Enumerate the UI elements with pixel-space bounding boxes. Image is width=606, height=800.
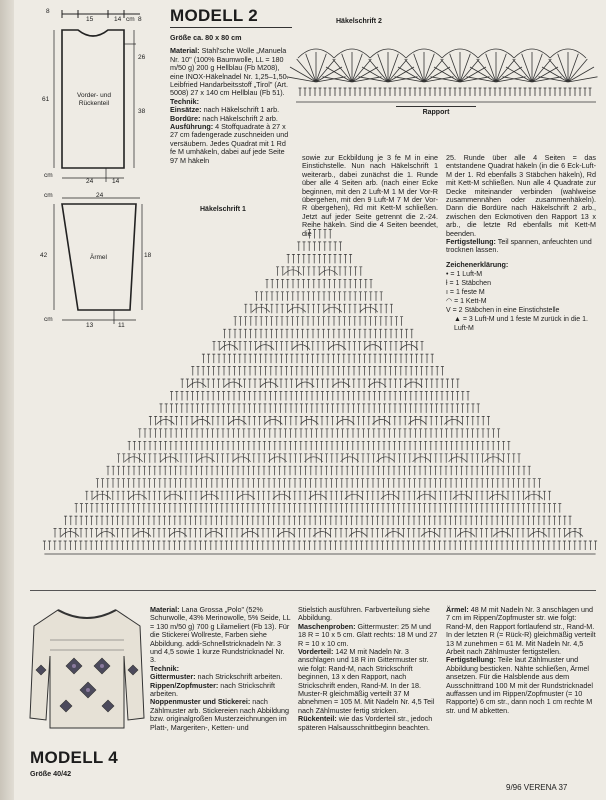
m4-material-label: Material:	[150, 605, 180, 614]
m4-maschenproben	[298, 623, 438, 648]
stitch-row	[191, 367, 444, 376]
ausfuehrung-text: 4 Stoffquadrate à 27 x 27 cm fadengerade zuschneiden und versäubern. Jedes Quadrat mit 1 Rd fe M umhäkeln, dabei auf jede Seite 97 M häkeln	[170, 122, 289, 165]
einsaetze-text: nach Häkelschrift 1 arb.	[203, 105, 280, 115]
haekelschrift1-chart	[24, 206, 586, 578]
bordure-text: nach Häkelschrift 2 arb.	[202, 113, 278, 123]
fan-motif	[323, 52, 382, 82]
stitch-row	[107, 466, 531, 475]
body-schematic	[18, 8, 158, 188]
sleeve-label: Ärmel	[90, 254, 107, 261]
legend-text-2: = 1 feste M	[449, 289, 485, 297]
m4-vorderteil-label: Vorderteil:	[298, 647, 334, 657]
fertig-text: Teil spannen, anfeuchten und trocknen lassen.	[446, 237, 592, 255]
modell4-title: MODELL 4	[30, 748, 119, 767]
rapport-label: Rapport	[396, 106, 476, 116]
stitch-row	[85, 491, 551, 500]
single-crochet-icon: ı	[446, 289, 448, 297]
m4-fertig	[446, 656, 596, 715]
fan-motif	[431, 52, 490, 82]
stitch-row	[75, 504, 562, 513]
page-footer: 9/96 VERENA 37	[506, 783, 568, 792]
body-top-14: 14	[114, 16, 122, 23]
m4-rueckenteil-label: Rückenteil:	[298, 714, 337, 724]
body-top-15: 15	[86, 16, 94, 23]
col3-text: 25. Runde über alle 4 Seiten = das entstandene Quadrat häkeln (in die 6 Eck-Luft-M der 1. Rd ebenfalls 3 Stäbchen häkeln), Rd mit Kett-M schließen. Nun alle 4 Quadrate zur Decke miteinander verbinden (wahlweise zusammennähen oder zusammenhäkeln). Dann die Bordüre nach Häkelschrift 2 arb., zwischen den Eckmotiven den Rapport 13 x arb., die letzte Rd ebenfalls mit Kett-M beenden.	[446, 153, 596, 238]
body-top-cm: 8	[46, 8, 50, 15]
modell2-col2: sowie zur Eckbildung je 3 fe M in eine Einstichstelle. Nun nach Häkelschrift 1 weiterarb., dabei zunächst die 1. Runde über alle 4 Seiten arb. (nach einer Ecke beginnen, mit den 2 Luft-M 1 M der Vor-R übergehen, mit den 9 Luft-M 7 M der Vor-R übergehen), Rd mit Kett-M schließen. Jetzt auf jeder Seite getrennt die 2.-24. Reihe häkeln. Sind die 4 Seiten beendet, die	[302, 153, 438, 238]
m4-aermel-text: 48 M mit Nadeln Nr. 3 anschlagen und 7 cm im Rippen/Zopfmuster str. wie folgt: Rand-M, den Rapport fortlaufend str., Rand-M. In der letzten R (= Rück-R) gleichmäßig verteilt 13 M zunehmen = 61 M. Mit Nadeln Nr. 4,5 Arbeit nach Zählmuster fertigstellen.	[446, 605, 596, 657]
border-base-row	[299, 88, 592, 96]
legend-text-4: = 2 Stäbchen in eine Einstichstelle	[452, 307, 560, 315]
fan-motif	[395, 52, 454, 82]
m4-rueckenteil-text: wie das Vorderteil str., jedoch späteren Halsausschnittbeginn beachten.	[298, 714, 433, 732]
stitch-row	[223, 329, 413, 338]
sleeve-height-42: 42	[40, 252, 48, 259]
chain-arch	[61, 532, 583, 537]
fan-motif	[503, 52, 562, 82]
sleeve-top-24: 24	[96, 192, 104, 199]
m4-vorderteil	[298, 648, 438, 715]
m4-rippen-text: nach Strickschrift arbeiten.	[150, 680, 276, 699]
stitch-row	[43, 541, 597, 550]
m4-rippen	[150, 682, 292, 699]
m4-technik-label: Technik:	[150, 663, 180, 673]
m4-rippen-label: Rippen/Zopfmuster:	[150, 680, 219, 690]
stitch-row	[297, 242, 342, 251]
stitch-row	[202, 354, 434, 363]
modell4-col2	[298, 606, 438, 732]
technik-label: Technik:	[170, 96, 200, 106]
modell2-title: MODELL 2	[170, 6, 292, 28]
sleeve-side-18: 18	[144, 252, 152, 259]
sleeve-top-cm: cm	[44, 192, 53, 199]
m4-gitter-label: Gittermuster:	[150, 672, 196, 682]
modell4-sweater-photo	[28, 600, 146, 738]
m4-fertig-label: Fertigstellung:	[446, 655, 496, 665]
picot-icon: ▲	[454, 316, 461, 324]
bordure-label: Bordüre:	[170, 113, 201, 123]
chain-stitch-icon: •	[446, 271, 449, 279]
fertig-label: Fertigstellung:	[446, 237, 496, 247]
sleeve-bottom-cm: cm	[44, 316, 53, 323]
legend-text-1: = 1 Stäbchen	[449, 280, 491, 288]
sleeve-bottom-13: 13	[86, 322, 94, 329]
sleeve-bottom-11: 11	[118, 322, 125, 329]
modell2-col1	[170, 6, 292, 165]
m4-noppen	[150, 698, 292, 732]
double-crochet-icon: ƚ	[446, 280, 448, 288]
body-height-61: 61	[42, 96, 50, 103]
page-binding-shadow	[0, 0, 14, 800]
fan-motif	[359, 52, 418, 82]
m4-maschenproben-label: Maschenproben:	[298, 621, 356, 631]
chain-arch	[252, 307, 378, 312]
modell2-material	[170, 47, 292, 97]
body-top-8: 8	[138, 16, 142, 23]
m4-gitter-text: nach Strickschrift arbeiten.	[197, 672, 283, 682]
m4-maschenproben-text: Gittermuster: 25 M und 18 R = 10 x 5 cm. Glatt rechts: 18 M und 27 R = 10 x 10 cm.	[298, 621, 438, 648]
stitch-row	[170, 392, 469, 401]
modell4-col1	[150, 606, 292, 732]
modell4-size: Größe 40/42	[30, 769, 72, 778]
stitch-row	[138, 429, 500, 438]
fan-motif	[467, 52, 526, 82]
stitch-row	[308, 230, 332, 239]
stitch-row	[160, 404, 480, 413]
body-side-38: 38	[138, 108, 146, 115]
m4-material-text: Lana Grossa „Polo" (52% Schurwolle, 43% Merinowolle, 5% Seide, LL = 130 m/50 g) 700 g Lilameliert (Fb 13). Für die Stickerei Wollreste, Farben siehe Abbildung. addi-Schnellstricknadeln Nr. 3 und 4,5 sowie 1 kurze Rundstricknadel Nr. 3.	[150, 605, 291, 665]
body-bottom-24: 24	[86, 178, 94, 185]
body-top-cm2: cm	[126, 16, 135, 23]
fan-motif	[539, 52, 598, 82]
modell2-size: Größe ca. 80 x 80 cm	[170, 33, 242, 42]
legend-text-5: = 3 Luft-M und 1 feste M zurück in die 1. Luft-M	[454, 316, 588, 333]
slip-stitch-icon: ◠	[446, 298, 453, 306]
stitch-row	[128, 441, 511, 450]
chain-arch	[220, 345, 418, 350]
stitch-row	[64, 516, 571, 525]
ausfuehrung-label: Ausführung:	[170, 122, 214, 132]
section-divider	[30, 590, 596, 591]
stitch-row	[96, 479, 541, 488]
zeichen-label: Zeichenerklärung:	[446, 259, 509, 269]
material-text: Stahl'sche Wolle „Manuela Nr. 10" (100% Baumwolle, LL = 180 m/50 g) 200 g Hellblau (Fb M208), eine INOX-Häkelnadel Nr. 1,25–1,50. Leibfried Handarbeitsstoff „Tirol" (Art. 5008) 27 x 140 cm Hellblau (Fb 51).	[170, 46, 289, 98]
modell4-col3	[446, 606, 596, 715]
material-label: Material:	[170, 46, 200, 56]
m4-material	[150, 606, 292, 665]
stitch-row	[287, 254, 352, 263]
modell2-ausfuehrung	[170, 123, 292, 165]
stitch-row	[276, 267, 362, 276]
body-label: Vorder- und Rückenteil	[77, 92, 111, 107]
legend-text-3: = 1 Kett-M	[454, 298, 487, 306]
m4-noppen-label: Noppenmuster und Stickerei:	[150, 697, 251, 707]
two-dc-icon: V	[446, 307, 451, 315]
m4-stielstich	[298, 606, 438, 623]
stitch-row	[266, 279, 373, 288]
einsaetze-label: Einsätze:	[170, 105, 202, 115]
legend-text-0: = 1 Luft-M	[450, 271, 483, 279]
chain-arch	[188, 382, 422, 387]
m4-aermel	[446, 606, 596, 656]
m4-noppen-text: nach Zählmuster arb. Stickereien nach Abbildung bzw. originalgroßen Musterzeichnungen im Platt-, Margeriten-, Ketten- und	[150, 697, 290, 732]
stitch-row	[149, 416, 490, 425]
body-side-26: 26	[138, 54, 146, 61]
body-bottom-cm: cm	[44, 172, 53, 179]
m4-stielstich-text: Stielstich ausführen. Farbverteilung siehe Abbildung.	[298, 605, 430, 623]
stitch-row	[244, 304, 393, 313]
chain-arch	[93, 494, 543, 499]
fan-motif	[287, 52, 346, 82]
stitch-row	[255, 292, 383, 301]
m4-rueckenteil	[298, 715, 438, 732]
m4-fertig-text: Teile laut Zählmuster und Abbildung besticken. Nähte schließen, Ärmel ansetzen. Für die Halsblende aus dem Ausschnittrand 100 M mit der Rundstricknadel auffassen und im Rippen/Zopfmuster (= 10 Rapporte) 6 cm str., dann noch 1 cm rechte M str. und M abketten.	[446, 655, 594, 715]
body-bottom-14: 14	[112, 178, 120, 185]
haekelschrift2-caption: Häkelschrift 2	[336, 18, 382, 25]
stitch-row	[213, 342, 424, 351]
sweater-illustration	[28, 600, 146, 738]
m4-vorderteil-text: 142 M mit Nadeln Nr. 3 anschlagen und 18 R im Gittermuster str. wie folgt: Rand-M, nach Strickschrift beginnen, 13 x den Rapport, nach Strickschrift enden, Rand-M. In der 18. Muster-R gleichmäßig verteilt 37 M abnehmen = 105 M. Mit Nadeln Nr. 4,5 Teil nach Zählmuster fertig stricken.	[298, 647, 435, 715]
m4-aermel-label: Ärmel:	[446, 605, 469, 614]
haekelschrift1-caption: Häkelschrift 1	[200, 206, 246, 213]
stitch-row	[234, 317, 403, 326]
